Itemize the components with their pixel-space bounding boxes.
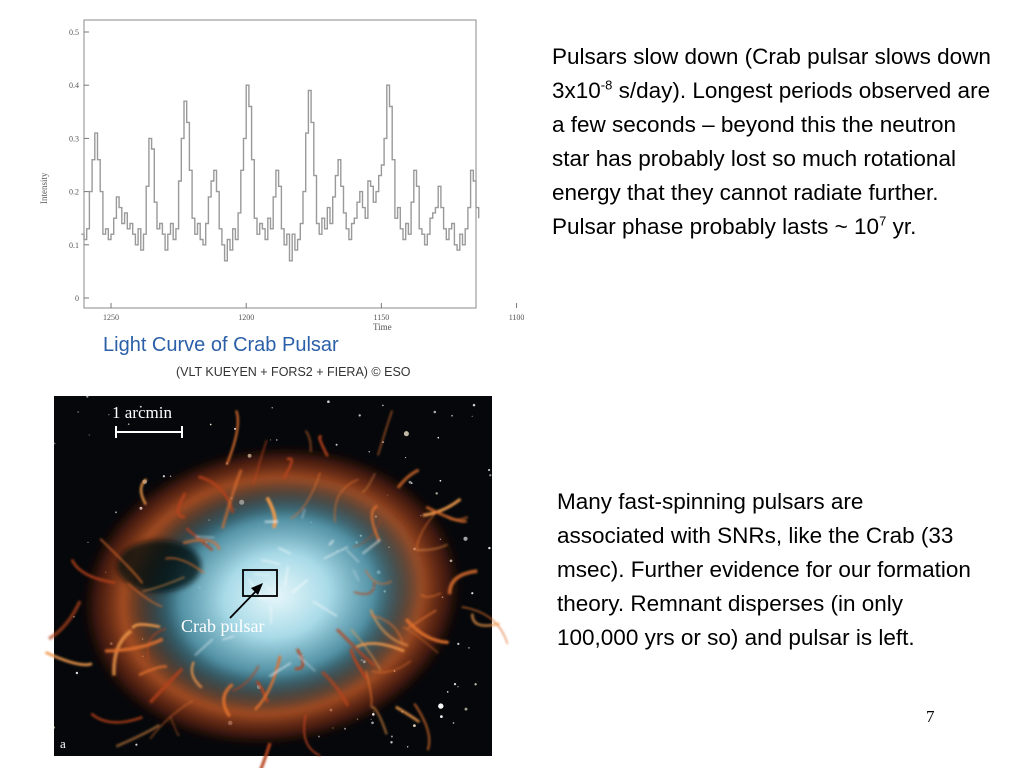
star (87, 542, 88, 543)
star (472, 416, 473, 417)
star (369, 451, 370, 452)
chart-caption: Light Curve of Crab Pulsar (103, 334, 339, 356)
y-tick-label: 0.2 (69, 187, 79, 197)
light-curve-chart (30, 14, 525, 384)
y-tick-label: 0.5 (69, 28, 79, 37)
star (272, 407, 273, 408)
crab-nebula-image (54, 396, 492, 756)
star (210, 424, 212, 426)
star (413, 724, 416, 727)
star (440, 480, 442, 482)
text1-part-b: s/day). Longest periods observed are a few seconds – beyond this the neutron star has probably lost so much rotational energy that they cannot radiate further. Pulsar phase probably lasts (552, 78, 991, 239)
star (234, 428, 236, 430)
y-tick-label: 0.3 (69, 134, 79, 144)
exponent-neg8: -8 (600, 77, 613, 93)
y-tick-labels (69, 28, 79, 303)
star (270, 439, 271, 440)
star (457, 686, 458, 687)
star (276, 439, 277, 440)
star (405, 457, 406, 458)
star (78, 411, 79, 412)
star (407, 746, 408, 747)
star (473, 404, 476, 407)
star (409, 481, 412, 484)
text1-part-d: yr. (886, 214, 917, 239)
y-tick-label: 0.4 (69, 81, 79, 91)
star (474, 683, 476, 685)
star (382, 405, 384, 407)
star (371, 721, 374, 724)
star (108, 414, 109, 415)
panel-letter: a (60, 736, 66, 751)
star (86, 395, 88, 397)
star (471, 592, 473, 594)
star (488, 547, 490, 549)
star (163, 475, 165, 477)
star (391, 736, 393, 738)
star (454, 683, 456, 685)
star (447, 691, 449, 693)
star (128, 423, 130, 425)
scale-label: 1 arcmin (112, 403, 172, 422)
exponent-7: 7 (879, 213, 887, 229)
pulsar-label: Crab pulsar (181, 616, 265, 636)
snr-association-text: Many fast-spinning pulsars are associated with SNRs, like the Crab (33 msec). Further evidence for our formation theory. Remnant disperses (in only 100,000 yrs or so) and pulsar is left. (557, 489, 971, 650)
y-tick-label: 0.1 (69, 240, 79, 250)
star (115, 511, 117, 513)
x-tick-label: 1150 (373, 313, 390, 322)
star (404, 431, 409, 436)
star (451, 415, 453, 417)
star (336, 444, 338, 446)
star (390, 741, 392, 743)
image-credit: (VLT KUEYEN + FORS2 + FIERA) © ESO (176, 365, 411, 379)
page-number: 7 (926, 707, 935, 726)
star (453, 722, 455, 724)
star (359, 414, 361, 416)
star (440, 715, 443, 718)
star (76, 672, 78, 674)
star (468, 647, 470, 649)
star (434, 411, 437, 414)
pulsar-slowdown-text (552, 40, 992, 244)
x-tick-label: 1100 (508, 313, 525, 322)
text1-part-a: Pulsars slow down (Crab pulsar slows down 3x10 (552, 44, 991, 103)
x-tick-label: 1200 (238, 313, 255, 322)
star (437, 437, 439, 439)
star (438, 703, 443, 708)
star (489, 474, 491, 476)
approx-symbol: ~ (834, 214, 848, 239)
star (89, 434, 90, 435)
star (53, 726, 55, 728)
star (327, 400, 330, 403)
y-axis-label: Intensity (39, 172, 49, 204)
star (457, 643, 459, 645)
star (488, 469, 490, 471)
x-tick-labels (103, 313, 524, 322)
star (54, 443, 56, 445)
x-tick-label: 1250 (103, 313, 120, 322)
star (463, 537, 467, 541)
star (436, 492, 438, 494)
text1-part-c: 10 (847, 214, 880, 239)
x-axis-label: Time (373, 322, 392, 332)
star (135, 744, 137, 746)
y-tick-label: 0 (75, 294, 79, 303)
plot-frame (84, 20, 476, 308)
star (465, 708, 468, 711)
